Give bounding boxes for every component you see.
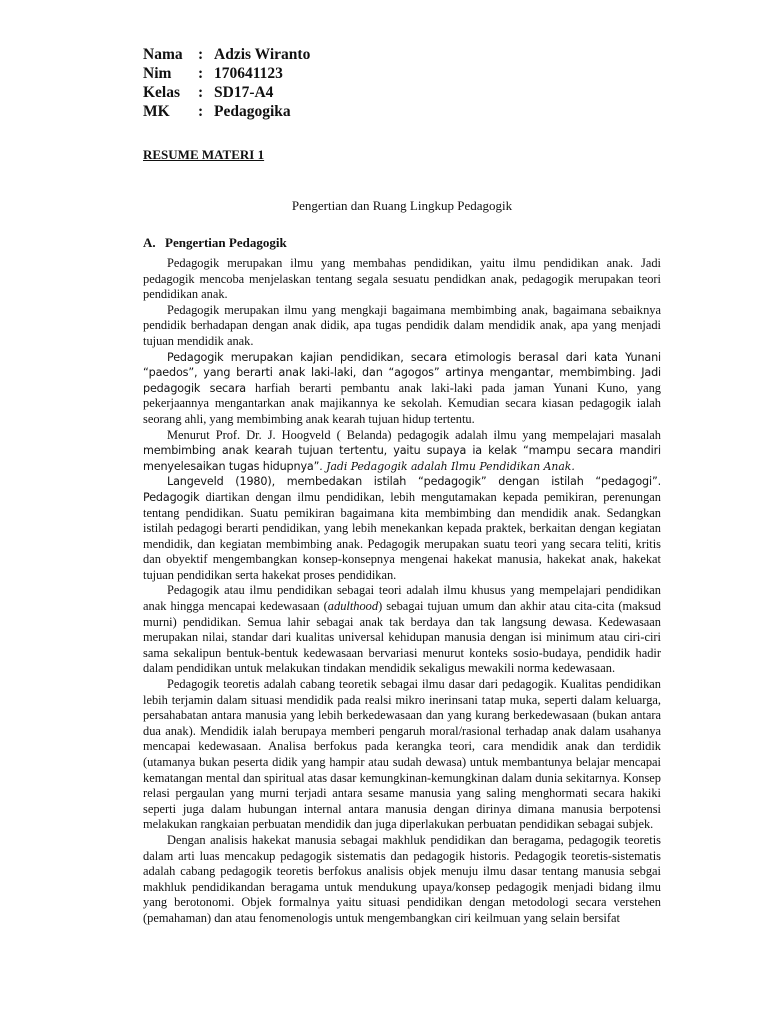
section-heading (143, 235, 287, 251)
paragraph (143, 428, 661, 475)
paragraph-run: ) sebagai tujuan umum dan akhir atau cita-cita (maksud murni) pendidikan. Semua lahir sebagai anak tak berdaya dan tak langsung dewasa. Kedewasaan merupakan nilai, standar dari kualitas universal kehidupan manusia dengan isi minimum atau ciri-ciri sama sekalipun bentuk-bentuk kedewasaan bervariasi menurut konteks sosio-budaya, pendidik hadir dalam pendidikan untuk melakukan tindakan mendidik sekaligus mewakili norma kedewasaan. (143, 599, 661, 676)
info-label: Nama (143, 46, 183, 63)
paragraph-italic-run: . Jadi Pedagogik adalah Ilmu Pendidikan Anak. (319, 459, 575, 473)
info-value: Adzis Wiranto (214, 46, 311, 63)
paragraph-run: harfiah berarti pembantu anak laki-laki pada jaman Yunani Kuno, yang pekerjaannya mengantarkan anak majikannya ke sekolah. Kemudian secara kiasan pedagogik ialah seorang ahli, yang membimbing anak kearah tujuan hidup tertentu. (143, 380, 662, 426)
paragraph-run: Pedagogik merupakan kajian pendidikan, secara etimologis berasal dari kata Yunani “paedos”, yang berarti anak laki-laki, dan “agogos” artinya mengantar, membimbing. Jadi pedagogik secara (143, 350, 661, 395)
paragraph: Pedagogik merupakan ilmu yang membahas pendidikan, yaitu ilmu pendidikan anak. Jadi pedagogik mencoba menjelaskan tentang segala sesuatu pendidkan anak, pedagogik merupakan teori pendidikan anak. (143, 256, 661, 302)
resume-heading: RESUME MATERI 1 (143, 147, 265, 162)
info-row-nim (143, 64, 310, 83)
info-label: MK (143, 103, 170, 120)
info-value: 170641123 (214, 65, 283, 82)
section-number: A. (143, 235, 156, 250)
info-separator: : (198, 84, 204, 101)
info-separator: : (198, 65, 204, 82)
student-info (143, 45, 310, 121)
paragraph-run: Menurut Prof. Dr. J. Hoogveld ( Belanda) pedagogik adalah ilmu yang mempelajari masalah (167, 427, 661, 442)
paragraph-run: Pedagogik atau ilmu pendidikan sebagai teori adalah ilmu khusus yang mempelajari pendidikan anak hingga mencapai kedewasaan ( (143, 583, 661, 614)
info-label: Nim (143, 65, 172, 82)
paragraph (143, 583, 661, 677)
info-row-kelas (143, 83, 310, 102)
paragraph-run: diartikan dengan ilmu pendidikan, lebih mengutamakan kepada pemikiran, perenungan tentang pendidikan. Suatu pemikiran bagaimana kita membimbing dan mendidik anak. Sedangkan istilah pedagogi berarti pendidikan, yang lebih menekankan kepada praktek, berkaitan dengan kegiatan mendidik, dan kegiatan membimbing anak. Pedagogik merupakan suatu teori yang secara teliti, kritis dan obyektif mengembangkan konsep-konsepnya mengenai hakekat manusia, hakekat anak, hakekat tujuan pendidikan serta hakekat proses pendidikan. (143, 489, 661, 582)
paragraph-run: Langeveld (1980), membedakan istilah “pedagogik” dengan istilah “pedagogi”. Pedagogik (143, 475, 661, 504)
section-title: Pengertian Pedagogik (165, 235, 287, 250)
info-separator: : (198, 103, 204, 120)
paragraph-italic-run: adulthood (327, 599, 379, 614)
paragraph (143, 350, 661, 428)
info-value: SD17-A4 (214, 84, 274, 101)
info-row-nama (143, 45, 310, 64)
paragraph: Pedagogik merupakan ilmu yang mengkaji bagaimana membimbing anak, bagaimana sebaiknya pendidik berhadapan dengan anak didik, apa tugas pendidik dalam mendidik anak, apa yang menjadi tujuan mendidik anak. (143, 302, 661, 348)
paragraph (143, 474, 661, 583)
body-text (143, 256, 661, 927)
paragraph-run: membimbing anak kearah tujuan tertentu, yaitu supaya ia kelak “mampu secara mandiri menyelesaikan tugas hidupnya” (143, 444, 661, 473)
document-title: Pengertian dan Ruang Lingkup Pedagogik (291, 198, 513, 213)
info-row-mk (143, 102, 310, 121)
info-label: Kelas (143, 84, 181, 101)
paragraph: Dengan analisis hakekat manusia sebagai makhluk pendidikan dan beragama, pedagogik teoretis dalam arti luas mencakup pedagogik sistematis dan pedagogik historis. Pedagogik teoretis-sistematis adalah cabang pedagogik teoretis berfokus analisis objek menuju ilmu dasar tentang manusia sebgai makhluk pendidikandan beragama untuk mendukung upaya/konsep pedagogik menjadi bidang ilmu yang berotonomi. Objek formalnya yaitu situasi pendidikan dengan metodologi secara verstehen (pemahaman) dan atau fenomenologis untuk mengembangkan ciri keilmuan yang selain bersifat (143, 832, 661, 925)
info-separator: : (198, 46, 204, 63)
info-value: Pedagogika (214, 103, 291, 120)
paragraph: Pedagogik teoretis adalah cabang teoretik sebagai ilmu dasar dari pedagogik. Kualitas pendidikan lebih terjamin dalam situasi mendidik pada realsi mikro inerinsani tatap muka, seperti dalam keluarga, persahabatan antara manusia yang lebih berkedewasaan dan yang kurang berkedewasaan (bukan antara dua anak). Mendidik ialah berupaya memberi pengaruh moral/rasional terhadap anak dalam usahanya mencapai kedewasaan. Analisa berfokus pada kerangka teori, cara mendidik anak dan terdidik (utamanya bukan peserta didik yang hampir atau sudah dewasa) untuk membantunya belajar mencapai kematangan mental dan spiritual atas dasar kemungkinan-kemungkinan dalam dunia sekitarnya. Konsep relasi pergaulan yang murni terjadi antara sesame manusia yang saling menghormati secara hakiki seperti juga dalam hubungan internal antara manusia dengan dirinya dimana manusia berpotensi melakukan rangkaian perbuatan mendidik dan juga diperlakukan perbuatan pendidikan sebagai subjek. (143, 677, 661, 832)
